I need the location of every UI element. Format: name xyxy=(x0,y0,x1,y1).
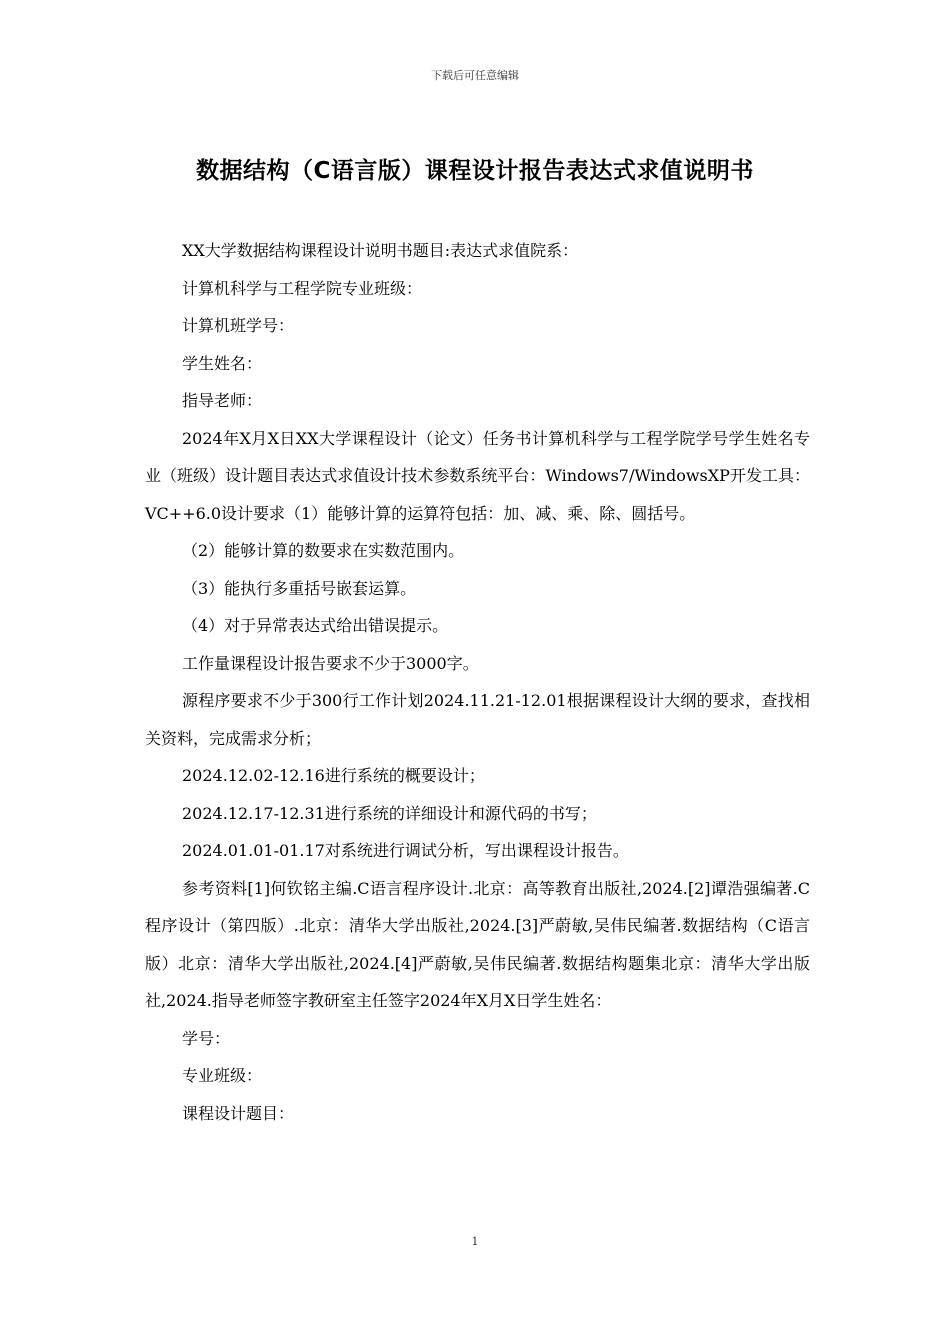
paragraph-workload: 工作量课程设计报告要求不少于3000字。 xyxy=(182,653,479,673)
paragraph-major-class: 专业班级： xyxy=(182,1066,263,1085)
paragraph-schedule-2: 2024.12.02-12.16进行系统的概要设计； xyxy=(182,766,485,785)
paragraph-schedule-4: 2024.01.01-01.17对系统进行调试分析，写出课程设计报告。 xyxy=(182,841,629,860)
paragraph-design-topic: 课程设计题目： xyxy=(182,1103,295,1123)
document-body xyxy=(145,232,810,1132)
paragraph-requirement-2: （2）能够计算的数要求在实数范围内。 xyxy=(182,541,465,560)
paragraph-schedule-1: 源程序要求不少于300行工作计划2024.11.21-12.01根据课程设计大纲的要求，查找相关资料，完成需求分析； xyxy=(145,691,810,748)
paragraph-schedule-3: 2024.12.17-12.31进行系统的详细设计和源代码的书写； xyxy=(182,803,597,823)
paragraph-references: 参考资料[1]何钦铭主编.C语言程序设计.北京：高等教育出版社,2024.[2]谭浩强编著.C程序设计（第四版）.北京：清华大学出版社,2024.[3]严蔚敏,吴伟民编著.数据结构（C语言版）北京：清华大学出版社,2024.[4]严蔚敏,吴伟民编著.数据结构题集北京：清华大学出版社,2024.指导老师签字教研室主任签字2024年X月X日学生姓名： xyxy=(145,878,810,1010)
paragraph-school-and-title: XX大学数据结构课程设计说明书题目:表达式求值院系： xyxy=(182,241,579,260)
document-title: 数据结构（C语言版）课程设计报告表达式求值说明书 xyxy=(196,158,754,184)
paragraph-student-id: 学号： xyxy=(182,1028,231,1048)
paragraph-department: 计算机科学与工程学院专业班级： xyxy=(182,278,423,298)
paragraph-requirement-4: （4）对于异常表达式给出错误提示。 xyxy=(182,616,449,635)
header-note: 下载后可任意编辑 xyxy=(431,69,519,82)
paragraph-task-description: 2024年X月X日XX大学课程设计（论文）任务书计算机科学与工程学院学号学生姓名专业（班级）设计题目表达式求值设计技术参数系统平台：Windows7/WindowsXP开发工具：VC++6.0设计要求（1）能够计算的运算符包括：加、减、乘、除、圆括号。 xyxy=(145,428,810,523)
paragraph-student-name: 学生姓名： xyxy=(182,353,263,373)
paragraph-advisor: 指导老师： xyxy=(182,391,263,410)
page-number: 1 xyxy=(471,1235,479,1248)
paragraph-class: 计算机班学号： xyxy=(182,316,295,335)
paragraph-requirement-3: （3）能执行多重括号嵌套运算。 xyxy=(182,578,417,598)
